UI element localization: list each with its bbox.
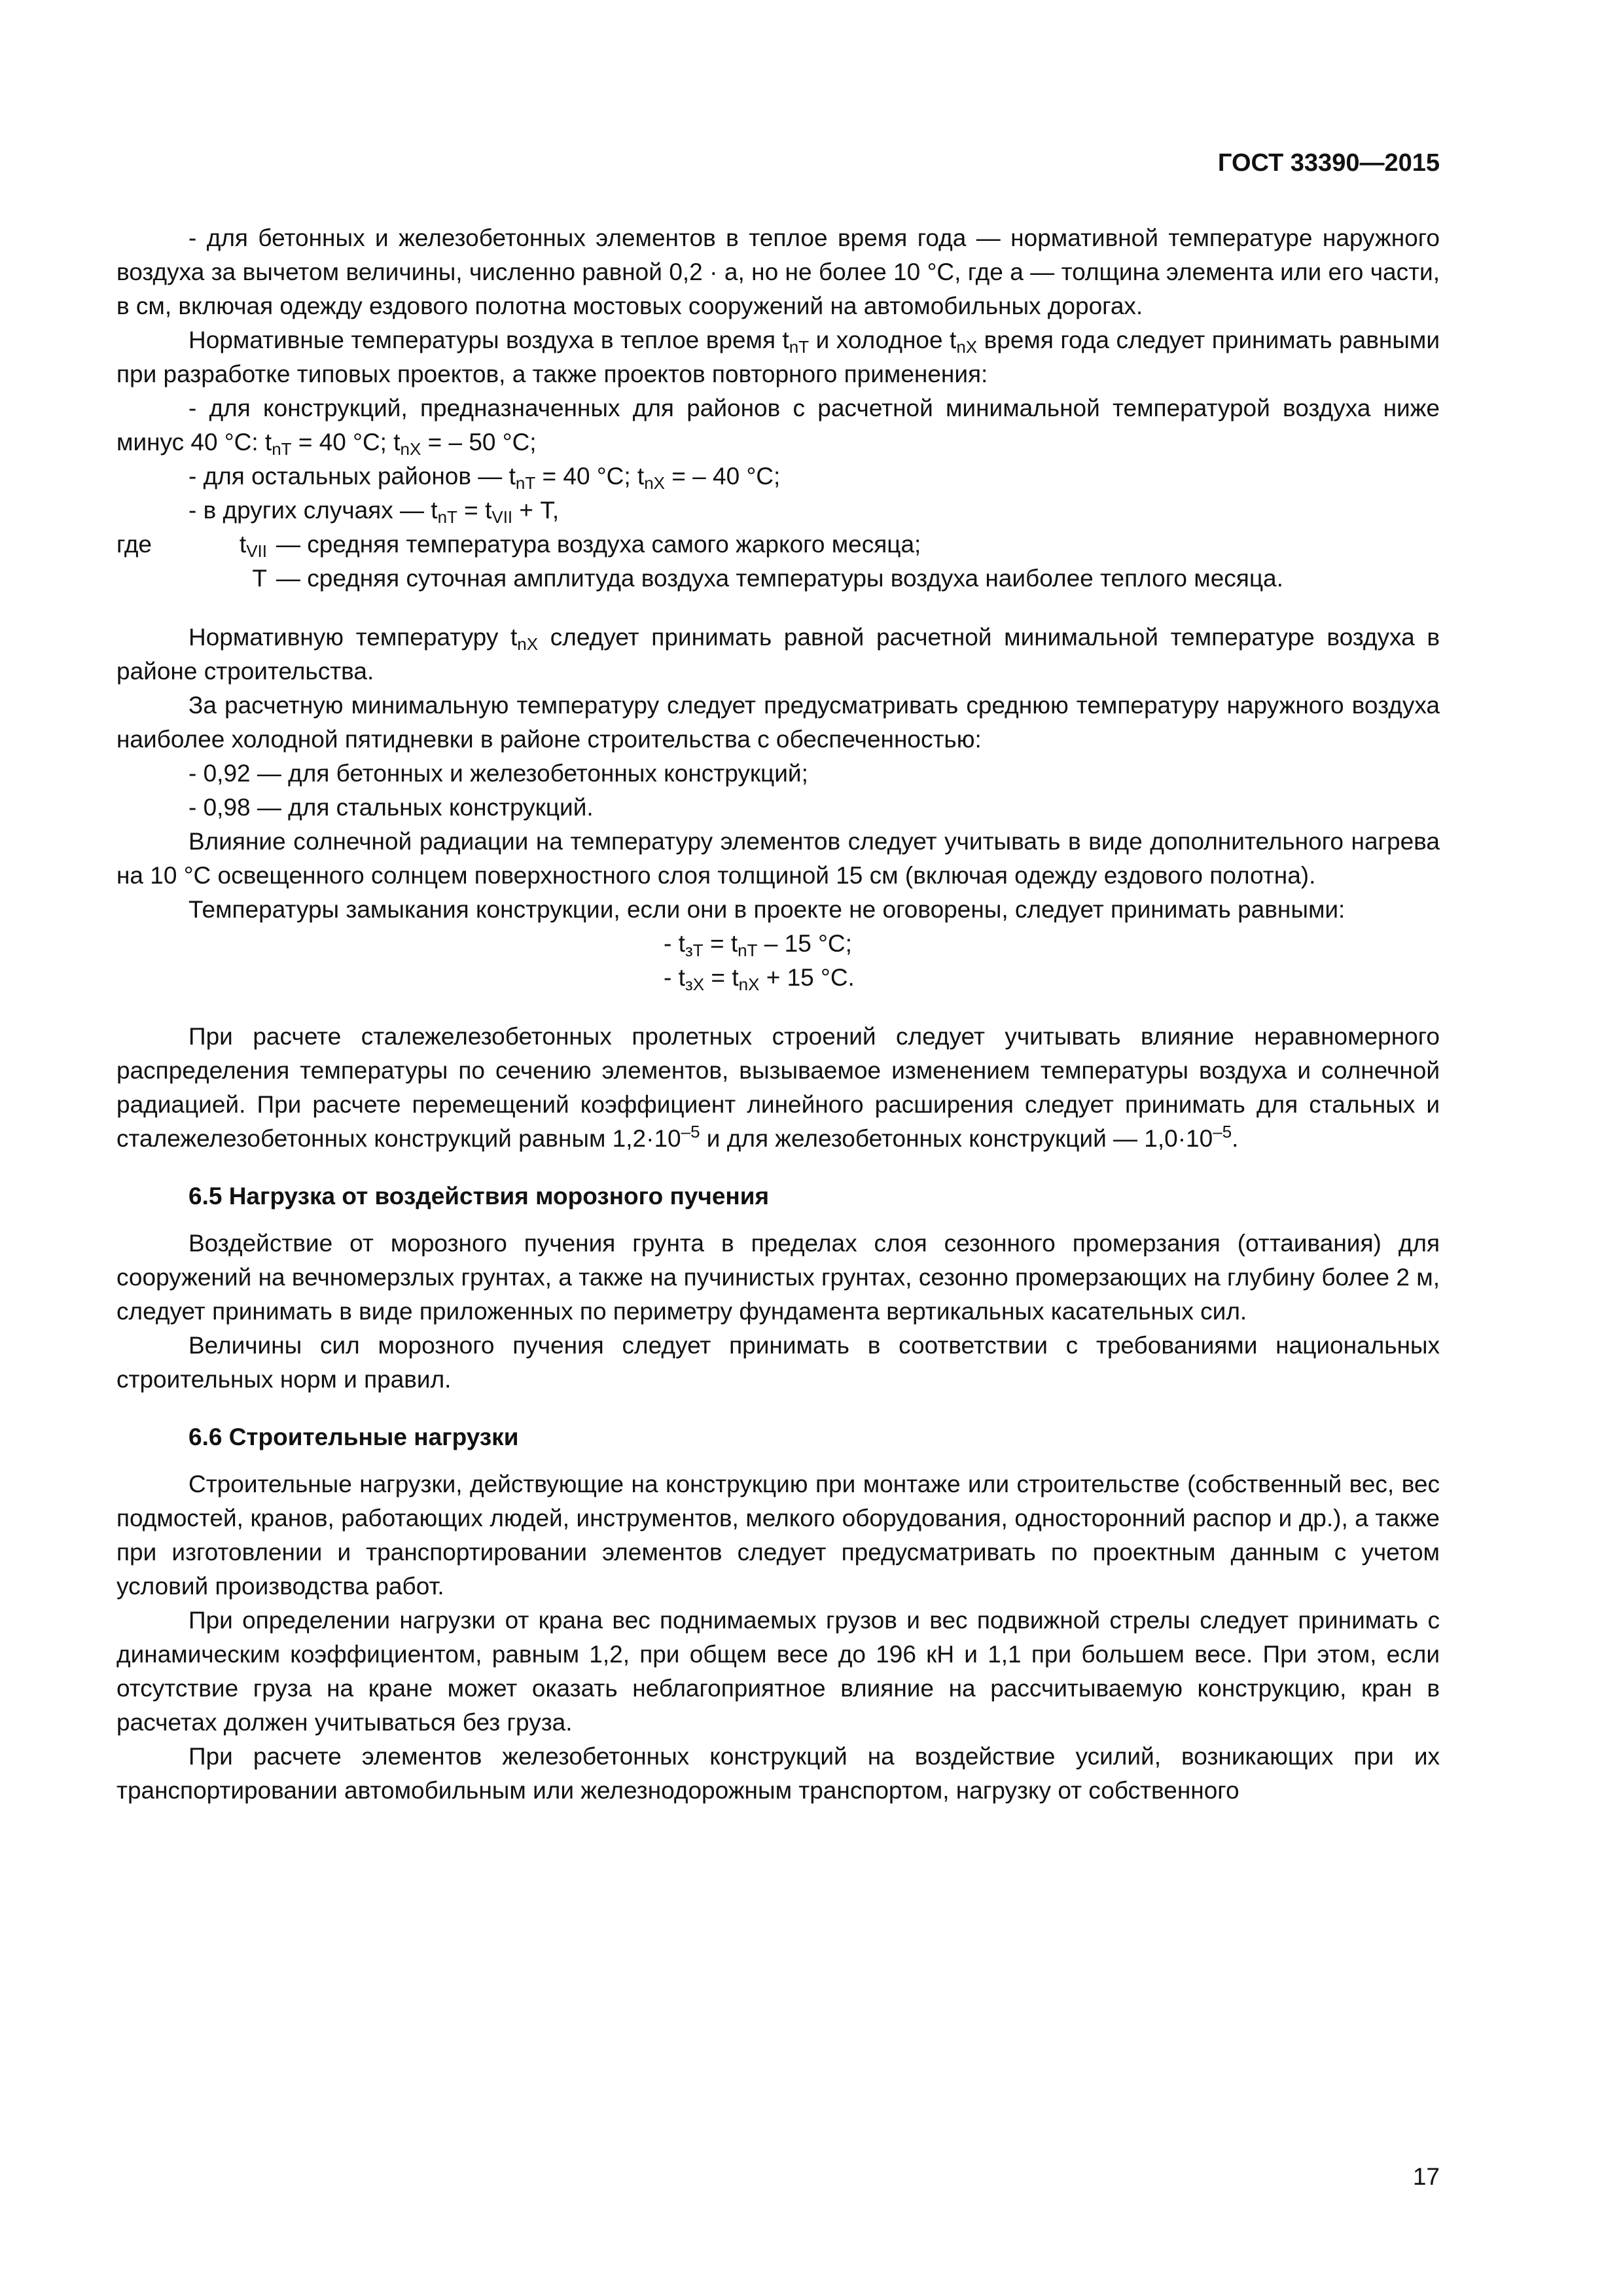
where-desc: — средняя суточная амплитуда воздуха температуры воздуха наиболее теплого месяца. xyxy=(276,565,1283,592)
list-item: - 0,92 — для бетонных и железобетонных конструкций; xyxy=(188,760,808,787)
paragraph: Строительные нагрузки, действующие на конструкцию при монтаже или строительстве (собственный вес, вес подмостей, кранов, работающих людей, инструментов, мелкого оборудования, односторонний распор и др.), а также при изготовлении и транспортировании элементов следует предусматривать по проектным данным с учетом условий производства работ. xyxy=(116,1471,1440,1600)
paragraph: Температуры замыкания конструкции, если они в проекте не оговорены, следует принимать равными: xyxy=(188,896,1346,923)
paragraph: - для конструкций, предназначенных для районов с расчетной минимальной температурой воздуха ниже минус 40 °С: $t_{nТ} = 40$ °С; $t_{nХ}$ = – 50 °С; xyxy=(116,395,1440,459)
paragraph: Воздействие от морозного пучения грунта в пределах слоя сезонного промерзания (оттаивания) для сооружений на вечномерзлых грунтах, а также на пучинистых грунтах, сезонно промерзающих на глубину более 2 м, следует принимать в виде приложенных по периметру фундамента вертикальных касательных сил. xyxy=(116,1230,1440,1325)
where-symbol: Т xyxy=(252,565,267,592)
where-row xyxy=(116,562,1440,596)
paragraph: Нормативную температуру $t_{nХ}$ следует принимать равной расчетной минимальной температуре воздуха в районе строительства. xyxy=(116,624,1440,685)
list-item: - 0,98 — для стальных конструкций. xyxy=(188,794,594,821)
where-row: где $t_{VII}$ — средняя температура воздуха самого жаркого месяца; xyxy=(116,528,1440,562)
paragraph: При определении нагрузки от крана вес поднимаемых грузов и вес подвижной стрелы следует принимать с динамическим коэффициентом, равным 1,2, при общем весе до 196 кН и 1,1 при большем весе. При этом, если отсутствие груза на кране может оказать неблагоприятное влияние на рассчитываемую конструкцию, кран в расчетах должен учитываться без груза. xyxy=(116,1607,1440,1736)
formula-line: - в других случаях — $t_{nТ} = t_{VII} + Т$, xyxy=(188,497,560,527)
where-desc: — средняя температура воздуха самого жаркого месяца; xyxy=(276,531,921,558)
formula-line: - $t_{зТ} = t_{nТ} - 15$ °С; xyxy=(664,930,852,960)
paragraph: При расчете сталежелезобетонных пролетных строений следует учитывать влияние неравномерного распределения температуры по сечению элементов, вызываемое изменением температуры воздуха и солнечной радиацией. При расчете перемещений коэффициент линейного расширения следует принимать для стальных и сталежелезобетонных конструкций равным $1,2\cdot 10^{-5}$ и для железобетонных конструкций — $1,0\cdot 10^{-5}$. xyxy=(116,1023,1440,1152)
document-page xyxy=(116,0,1440,2296)
formula-line: - $t_{зХ} = t_{nХ} + 15$ °С. xyxy=(664,964,855,994)
page-number: 17 xyxy=(1412,2163,1440,2190)
section-heading: 6.6 Строительные нагрузки xyxy=(188,1424,519,1450)
formula-line: - для остальных районов — $t_{nТ} = 40$ °С; $t_{nХ}$ = – 40 °С; xyxy=(188,463,781,493)
where-symbol: $t_{VII}$ xyxy=(239,531,267,561)
paragraph: Влияние солнечной радиации на температуру элементов следует учитывать в виде дополнительного нагрева на 10 °С освещенного солнцем поверхностного слоя толщиной 15 см (включая одежду ездового полотна). xyxy=(116,828,1440,889)
paragraph: При расчете элементов железобетонных конструкций на воздействие усилий, возникающих при их транспортировании автомобильным или железнодорожным транспортом, нагрузку от собственного xyxy=(116,1743,1440,1804)
section-heading: 6.5 Нагрузка от воздействия морозного пучения xyxy=(188,1183,770,1210)
paragraph: - для бетонных и железобетонных элементов в теплое время года — нормативной температуре наружного воздуха за вычетом величины, численно равной 0,2 · а, но не более 10 °С, где а — толщина элемента или его части, в см, включая одежду ездового полотна мостовых сооружений на автомобильных дорогах. xyxy=(116,224,1440,319)
paragraph: Величины сил морозного пучения следует принимать в соответствии с требованиями национальных строительных норм и правил. xyxy=(116,1332,1440,1393)
paragraph: За расчетную минимальную температуру следует предусматривать среднюю температуру наружного воздуха наиболее холодной пятидневки в районе строительства с обеспеченностью: xyxy=(116,692,1440,753)
paragraph: Нормативные температуры воздуха в теплое время $t_{nТ}$ и холодное $t_{nХ}$ время года следует принимать равными при разработке типовых проектов, а также проектов повторного применения: xyxy=(116,327,1440,387)
standard-header: ГОСТ 33390—2015 xyxy=(1217,149,1440,177)
document-body xyxy=(116,221,1440,1808)
